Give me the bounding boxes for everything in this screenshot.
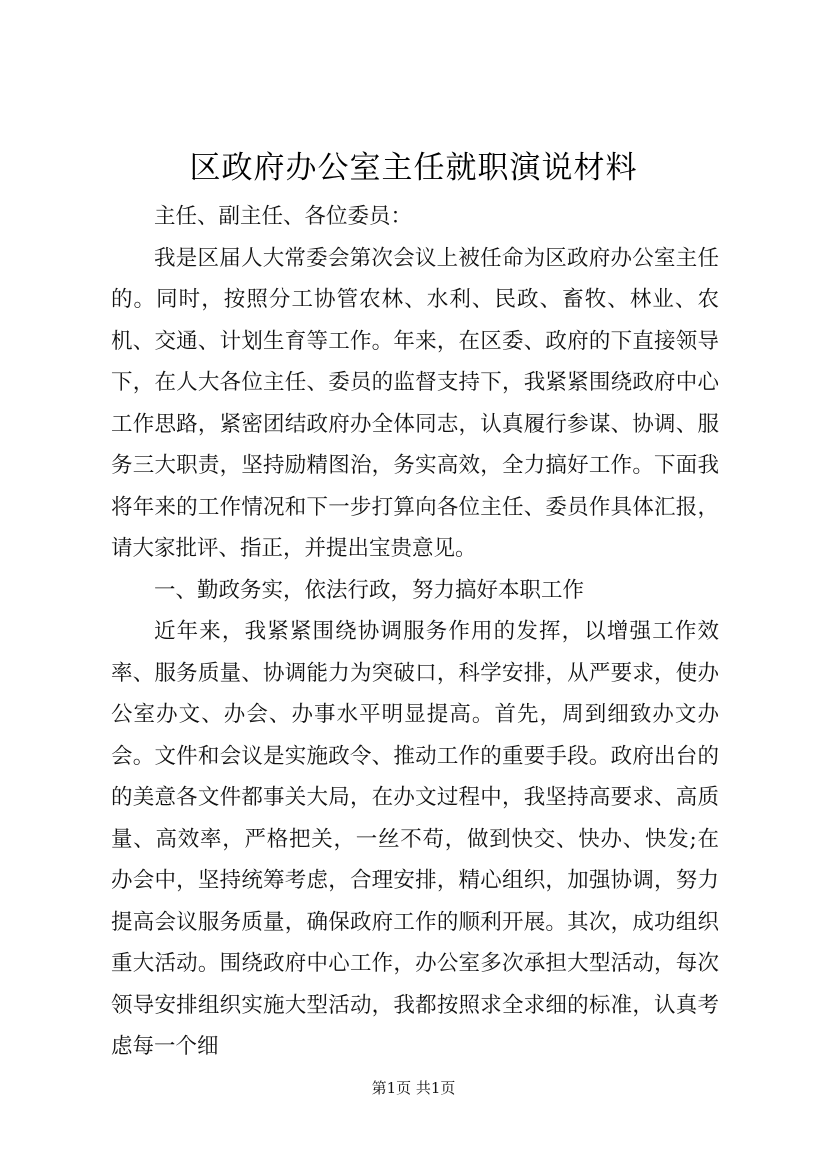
- page-footer: 第1页 共1页: [371, 1079, 456, 1097]
- document-title: 区政府办公室主任就职演说材料: [189, 150, 638, 186]
- intro-paragraph: 我是区届人大常委会第次会议上被任命为区政府办公室主任的。同时，按照分工协管农林、水利、民政、畜牧、林业、农机、交通、计划生育等工作。年来，在区委、政府的下直接领导下，在人大各位主任、委员的监督支持下，我紧紧围绕政府中心工作思路，紧密团结政府办全体同志，认真履行参谋、协调、服务三大职责，坚持励精图治，务实高效，全力搞好工作。下面我将年来的工作情况和下一步打算向各位主任、委员作具体汇报，请大家批评、指正，并提出宝贵意见。: [111, 245, 719, 561]
- salutation-paragraph: 主任、副主任、各位委员：: [154, 204, 413, 229]
- section-heading: 一、勤政务实，依法行政，努力搞好本职工作: [154, 577, 585, 603]
- document-body: [111, 196, 719, 1068]
- section-paragraph: 近年来，我紧紧围绕协调服务作用的发挥，以增强工作效率、服务质量、协调能力为突破口，科学安排，从严要求，使办公室办文、办会、办事水平明显提高。首先，周到细致办文办会。文件和会议是实施政令、推动工作的重要手段。政府出台的的美意各文件都事关大局，在办文过程中，我坚持高要求、高质量、高效率，严格把关，一丝不苟，做到快交、快办、快发;在办会中，坚持统筹考虑，合理安排，精心组织，加强协调，努力提高会议服务质量，确保政府工作的顺利开展。其次，成功组织重大活动。围绕政府中心工作，办公室多次承担大型活动，每次领导安排组织实施大型活动，我都按照求全求细的标准，认真考虑每一个细: [111, 619, 719, 1059]
